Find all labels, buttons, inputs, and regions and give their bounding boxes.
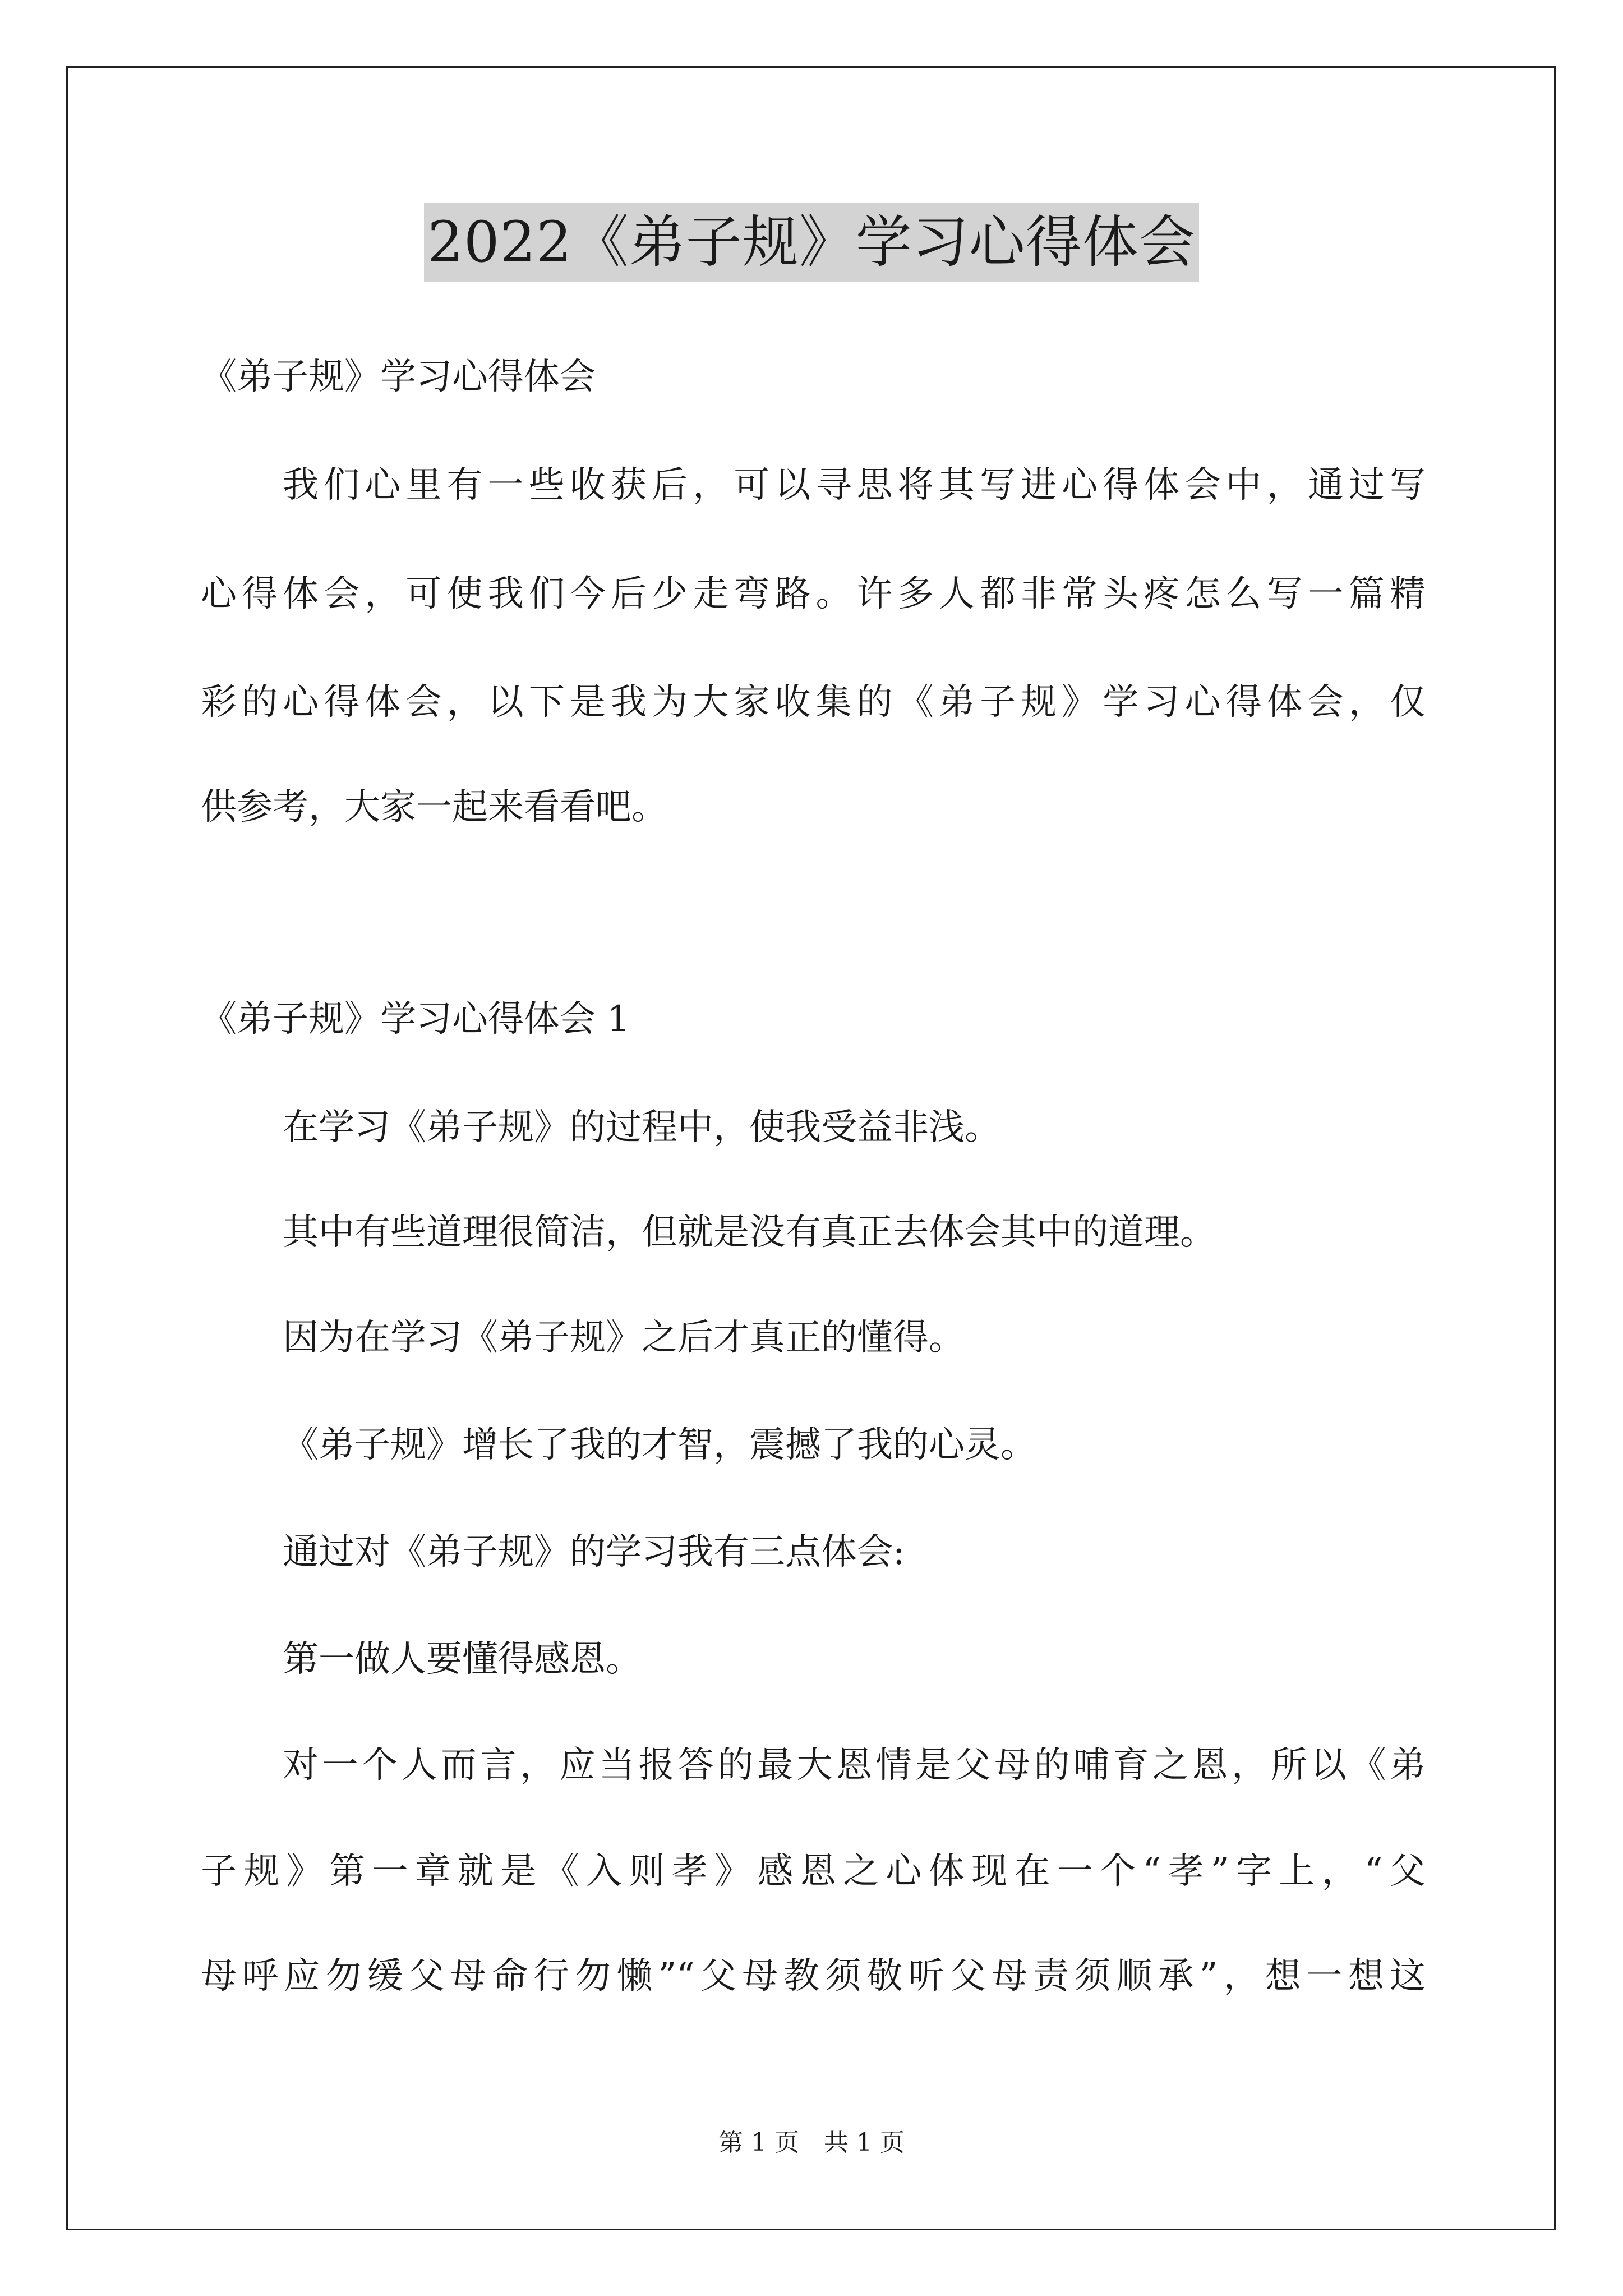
body-line: 通过对《弟子规》的学习我有三点体会: bbox=[283, 1531, 905, 1573]
body-line: 对一个人而言，应当报答的最大恩情是父母的哺育之恩，所以《弟 bbox=[283, 1745, 1426, 1786]
body-line: 《弟子规》增长了我的才智，震撼了我的心灵。 bbox=[283, 1424, 1036, 1466]
intro-line: 我们心里有一些收获后，可以寻思将其写进心得体会中，通过写 bbox=[283, 464, 1426, 506]
body-line: 第一做人要懂得感恩。 bbox=[283, 1639, 642, 1680]
intro-line: 供参考，大家一起来看看吧。 bbox=[201, 786, 667, 828]
intro-line: 心得体会，可使我们今后少走弯路。许多人都非常头疼怎么写一篇精 bbox=[201, 573, 1426, 615]
body-line: 其中有些道理很简洁，但就是没有真正去体会其中的道理。 bbox=[283, 1212, 1216, 1253]
document-subtitle: 《弟子规》学习心得体会 bbox=[201, 356, 596, 398]
title-container bbox=[0, 203, 1623, 282]
body-line: 子规》第一章就是《入则孝》感恩之心体现在一个“孝”字上，“父 bbox=[201, 1851, 1426, 1892]
body-line: 母呼应勿缓父母命行勿懒”“父母教须敬听父母责须顺承”，想一想这 bbox=[201, 1955, 1426, 1997]
intro-line: 彩的心得体会，以下是我为大家收集的《弟子规》学习心得体会，仅 bbox=[201, 682, 1426, 723]
page-number-footer: 第 1 页 共 1 页 bbox=[718, 2128, 905, 2157]
body-line: 在学习《弟子规》的过程中，使我受益非浅。 bbox=[283, 1107, 1000, 1148]
body-line: 因为在学习《弟子规》之后才真正的懂得。 bbox=[283, 1317, 965, 1359]
document-title: 2022《弟子规》学习心得体会 bbox=[424, 203, 1199, 282]
section-heading: 《弟子规》学习心得体会 1 bbox=[201, 999, 630, 1040]
